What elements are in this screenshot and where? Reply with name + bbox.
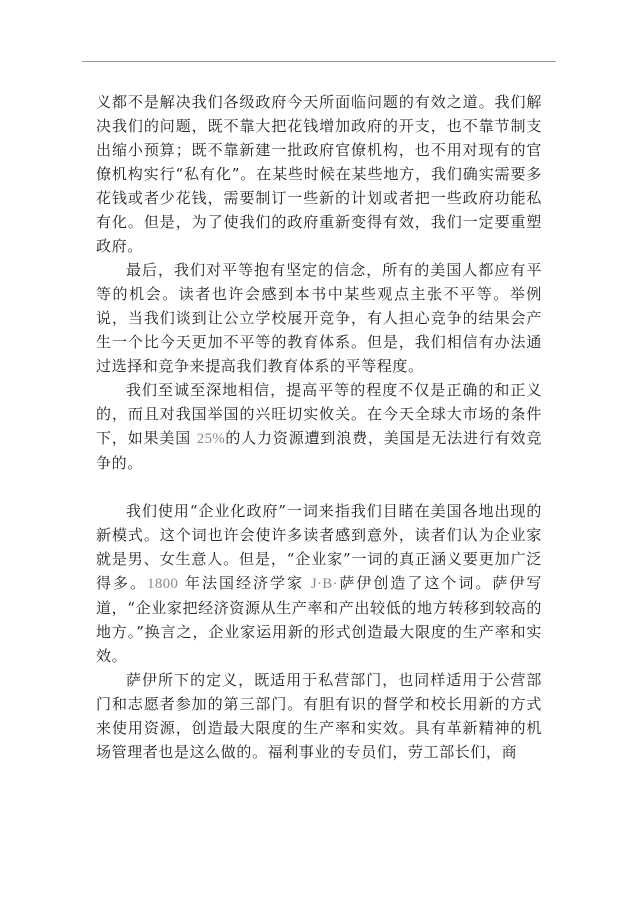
- paragraph-1: 义都不是解决我们各级政府今天所面临问题的有效之道。我们解决我们的问题，既不靠大把花钱增加政府的开支，也不靠节制支出缩小预算；既不靠新建一批政府官僚机构，也不用对现有的官僚机构实行“私有化”。在某些时候在某些地方，我们确实需要多花钱或者少花钱，需要制订一些新的计划或者把一些政府功能私有化。但是，为了使我们的政府重新变得有效，我们一定要重塑政府。: [96, 93, 542, 255]
- section-break: [96, 475, 542, 499]
- page-body: [96, 90, 542, 764]
- economist-initials: J·B·: [310, 576, 338, 592]
- paragraph-3-text-end: 的人力资源遭到浪费，美国是无法进行有效竞争的。: [96, 429, 542, 472]
- year-value: 1800: [147, 576, 179, 592]
- paragraph-4: [96, 499, 542, 668]
- header-rule: [82, 61, 556, 62]
- paragraph-2: 最后，我们对平等抱有坚定的信念，所有的美国人都应有平等的机会。读者也许会感到本书中某些观点主张不平等。举例说，当我们谈到让公立学校展开竞争，有人担心竞争的结果会产生一个比今天更加不平等的教育体系。但是，我们相信有办法通过选择和竞争来提高我们教育体系的平等程度。: [96, 261, 542, 375]
- paragraph-3-text-start: 我们至诚至深地相信，提高平等的程度不仅是正确的和正义的，而且对我国举国的兴旺切实攸关。在今天全球大市场的条件下，如果美国: [96, 381, 542, 447]
- percentage-value: 25%: [196, 431, 226, 447]
- paragraph-5: 萨伊所下的定义，既适用于私营部门，也同样适用于公营部门和志愿者参加的第三部门。有胆有识的督学和校长用新的方式来使用资源，创造最大限度的生产率和实效。具有革新精神的机场管理者也是这么做的。福利事业的专员们，劳工部长们，商: [96, 671, 542, 761]
- paragraph-4-text-end: 萨伊创造了这个词。萨伊写道，“企业家把经济资源从生产率和产出较低的地方转移到较高的地方。”换言之，企业家运用新的形式创造最大限度的生产率和实效。: [96, 574, 543, 665]
- paragraph-3: [96, 378, 542, 475]
- paragraph-4-text-start: 我们使用“企业化政府”一词来指我们目睹在美国各地出现的新模式。这个词也许会使许多读者感到意外，读者们认为企业家就是男、女生意人。但是，“企业家”一词的真正涵义要更加广泛得多。: [96, 502, 542, 592]
- paragraph-4-text-middle: 年法国经济学家: [178, 574, 311, 592]
